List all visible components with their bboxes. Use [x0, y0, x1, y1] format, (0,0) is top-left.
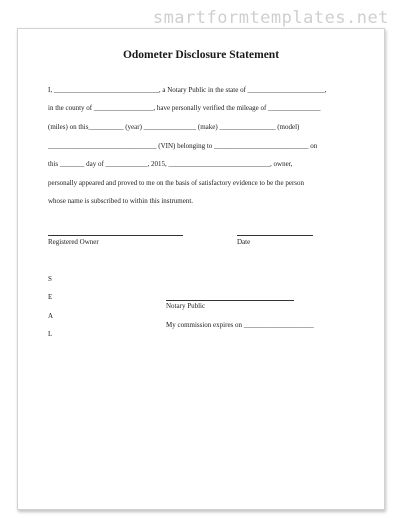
seal-letter-e: E	[48, 293, 53, 301]
document-page	[17, 28, 385, 510]
paragraph-line-4: _______________________________ (VIN) belonging to ___________________________ on	[48, 142, 318, 150]
registered-owner-signature-line	[48, 235, 183, 236]
paragraph-line-5: this _______ day of ____________, 2015, _____________________________, owner,	[48, 160, 293, 168]
notary-signature-line	[166, 300, 294, 301]
document-title: Odometer Disclosure Statement	[122, 49, 280, 61]
commission-expires-text: My commission expires on ____________________	[166, 321, 314, 329]
notary-public-label: Notary Public	[166, 302, 206, 310]
paragraph-line-3: (miles) on this__________ (year) _______________ (make) ________________ (model)	[48, 123, 300, 131]
registered-owner-label: Registered Owner	[48, 238, 99, 246]
paragraph-line-2: in the county of _________________, have personally verified the mileage of _______________	[48, 104, 321, 112]
paragraph-line-6: personally appeared and proved to me on the basis of satisfactory evidence to be the person	[48, 179, 304, 187]
watermark: smartformtemplates.net	[152, 8, 389, 28]
paragraph-line-7: whose name is subscribed to within this instrument.	[48, 197, 194, 205]
seal-letter-l: L	[48, 330, 53, 338]
seal-letter-a: A	[48, 312, 54, 320]
date-signature-line	[237, 235, 313, 236]
seal-letter-s: S	[48, 275, 52, 283]
paragraph-line-1: I, ______________________________, a Notary Public in the state of ______________________,	[48, 86, 327, 94]
date-label: Date	[237, 238, 251, 246]
